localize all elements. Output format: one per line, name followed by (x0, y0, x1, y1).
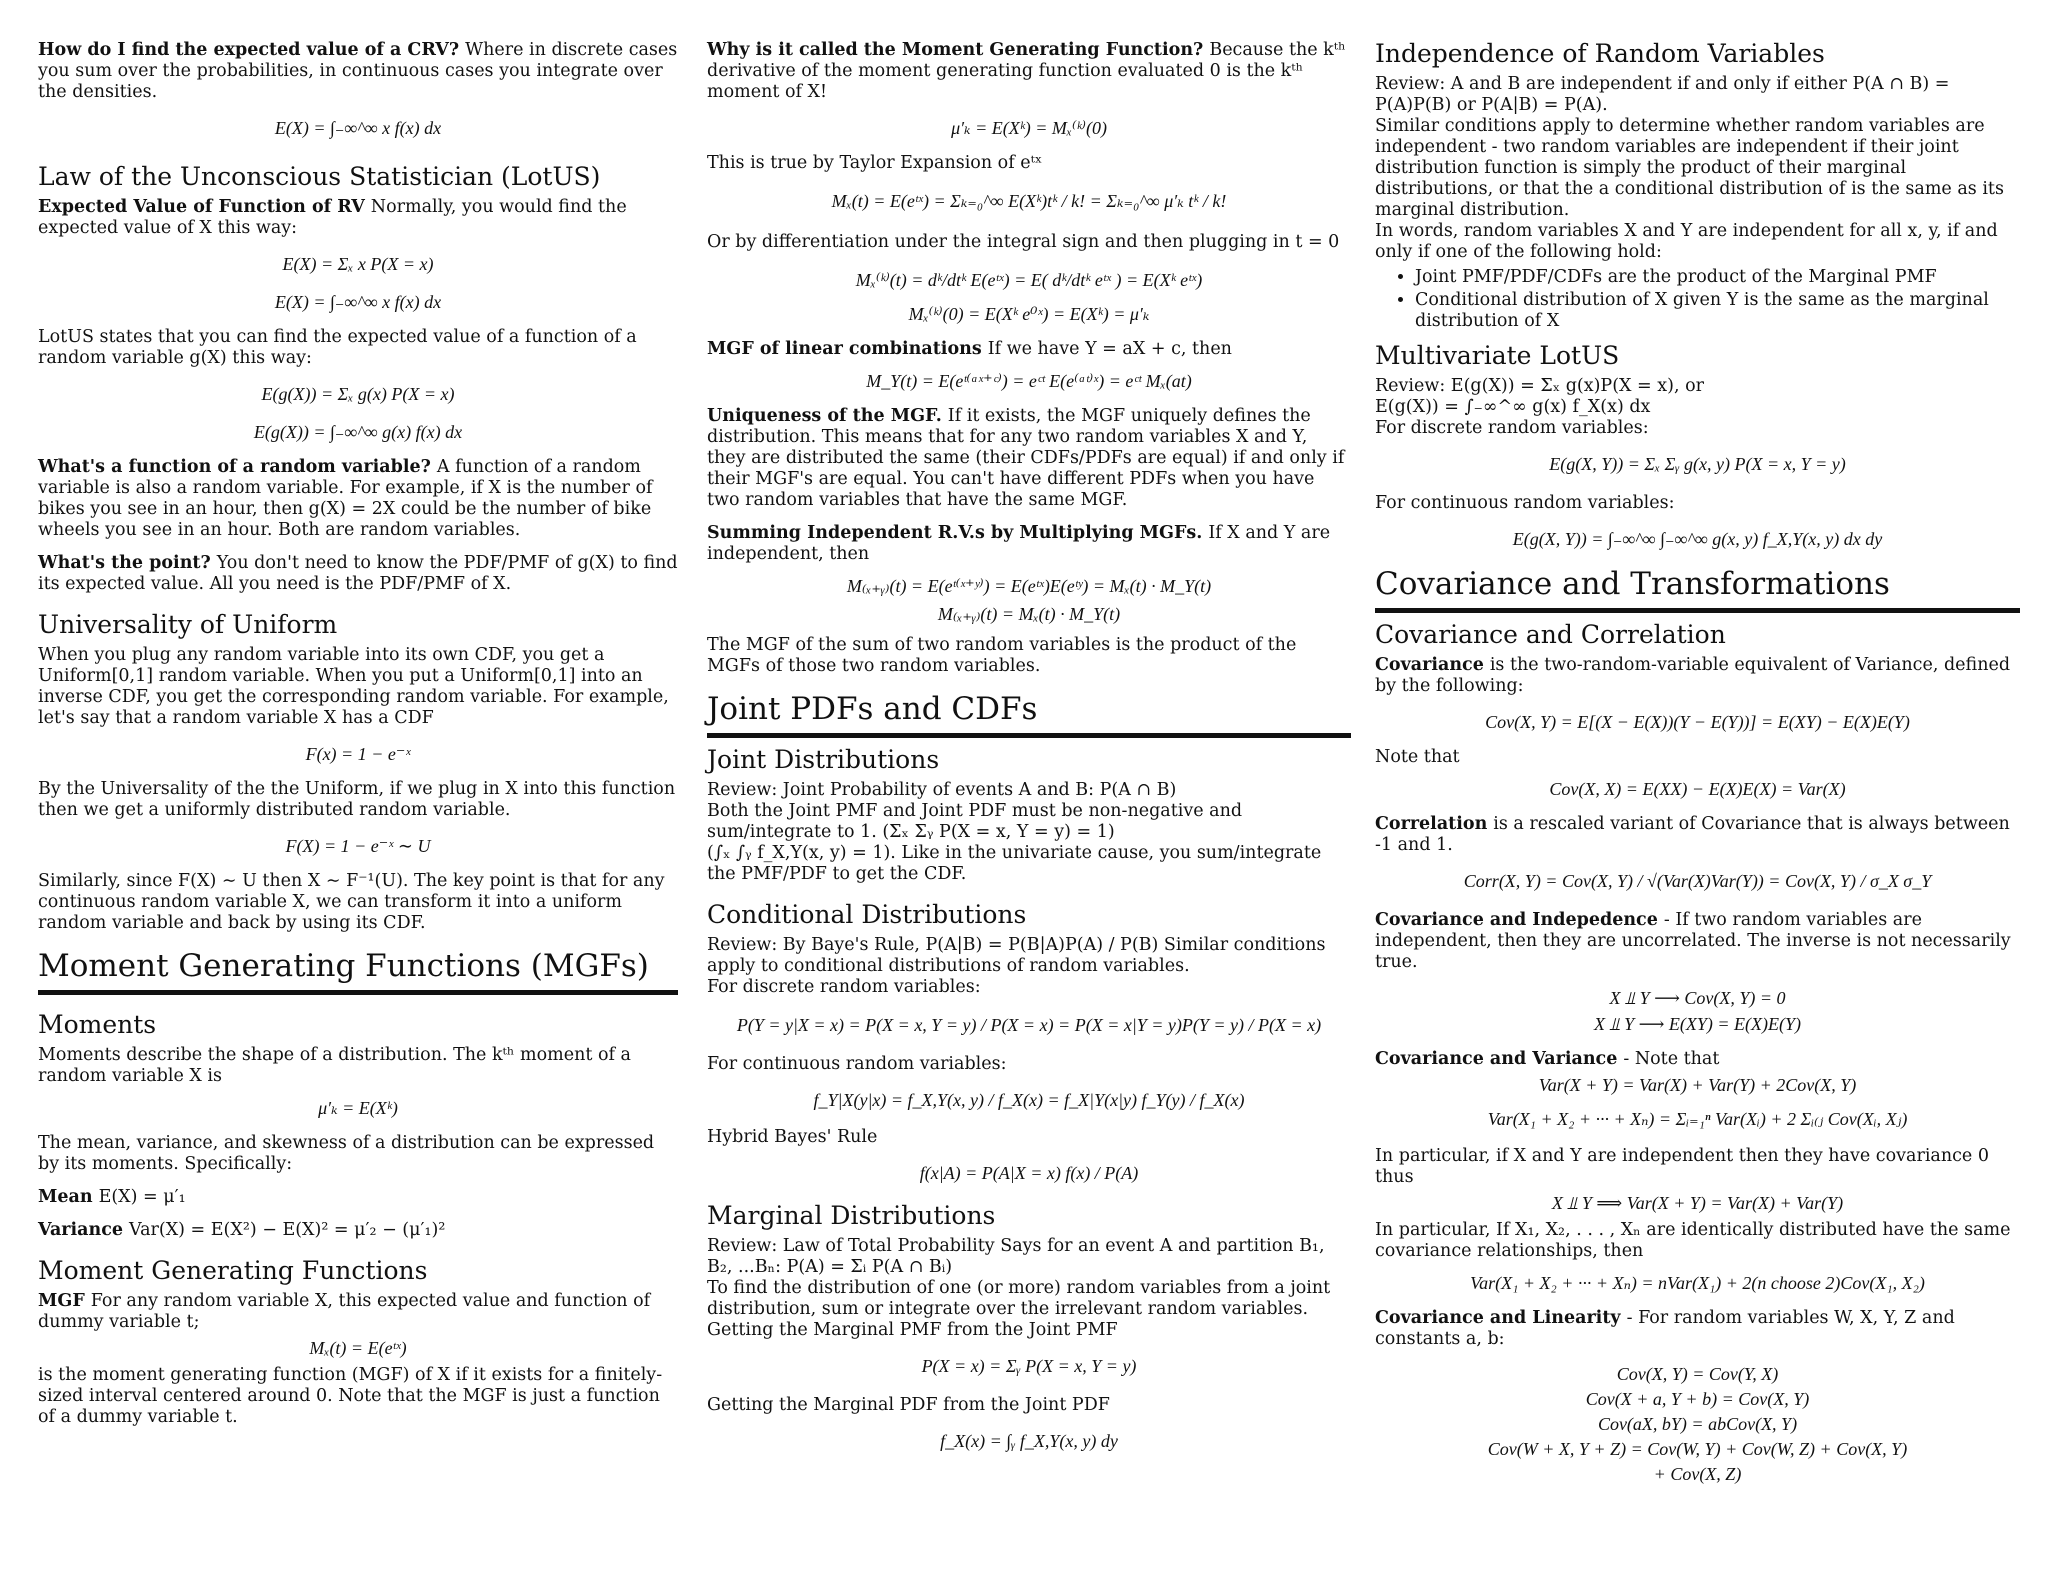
lotus-title: Law of the Unconscious Statistician (LotUS) (38, 162, 601, 191)
cov-variance-equation-4: Var(X₁ + X₂ + ··· + Xₙ) = nVar(X₁) + 2(n choose 2)Cov(X₁, X₂) (1470, 1273, 1925, 1293)
mgf-title: Moment Generating Functions (38, 1256, 428, 1285)
correlation-text: is a rescaled variant of Covariance that is always between -1 and 1. (1375, 814, 2010, 855)
cov-linearity-paragraph (1375, 1308, 2020, 1350)
variance-equation: Var(X) = E(X²) − E(X)² = μ′₂ − (μ′₁)² (129, 1220, 446, 1240)
conditional-text-3: Hybrid Bayes' Rule (707, 1127, 878, 1147)
lotus-text-2: LotUS states that you can find the expected value of a function of a random variable g(X) this way: (38, 327, 637, 368)
cov-linearity-text: - For random variables W, X, Y, Z and constants a, b: (1375, 1308, 1955, 1349)
uniqueness-lead: Uniqueness of the MGF. (707, 406, 942, 426)
point-question: What's the point? (38, 553, 211, 573)
cov-variance-paragraph (1375, 1049, 2020, 1070)
linear-equation: M_Y(t) = E(eᵗ⁽ᵃˣ⁺ᶜ⁾) = eᶜᵗ E(e⁽ᵃᵗ⁾ˣ) = eᶜᵗ Mₓ(at) (866, 371, 1192, 391)
cov-variance-equation-2: Var(X₁ + X₂ + ··· + Xₙ) = Σᵢ₌₁ⁿ Var(Xᵢ) + 2 Σᵢ₍ⱼ Cov(Xᵢ, Xⱼ) (1487, 1109, 1908, 1129)
linear-lead: MGF of linear combinations (707, 339, 982, 359)
function-question: What's a function of a random variable? (38, 457, 431, 477)
multivariate-lotus-text-2: For continuous random variables: (1375, 493, 1675, 513)
taylor-equation: Mₓ(t) = E(eᵗˣ) = Σₖ₌₀^∞ E(Xᵏ)tᵏ / k! = Σₖ₌₀^∞ μ′ₖ tᵏ / k! (831, 191, 1227, 211)
cov-independence-equations: X ⫫ Y ⟶ Cov(X, Y) = 0 X ⫫ Y ⟶ E(XY) = E(X)E(Y) (1593, 988, 1802, 1034)
covariance-text: is the two-random-variable equivalent of Variance, defined by the following: (1375, 655, 2011, 696)
sum-equation-1: M₍ₓ₊ᵧ₎(t) = E(eᵗ⁽ˣ⁺ʸ⁾) = E(eᵗˣ)E(eᵗʸ) = Mₓ(t) · M_Y(t) (846, 576, 1212, 596)
mgf-text: For any random variable X, this expected value and function of dummy variable t; (38, 1291, 651, 1332)
moments-equation: μ′ₖ = E(Xᵏ) (318, 1098, 398, 1118)
joint-distributions-text: Review: Joint Probability of events A and B: P(A ∩ B) Both the Joint PMF and Joint PDF must be non-negative and sum/integrate to 1. (Σₓ Σᵧ P(X = x, Y = y) = 1) (∫ₓ ∫ᵧ f_X,Y(x, y) = 1). Like in the univariate cause, you sum/integrate the PMF/PDF to get the CDF. (707, 780, 1322, 884)
universality-title: Universality of Uniform (38, 610, 338, 639)
mean-equation: E(X) = μ′₁ (98, 1187, 186, 1207)
universality-text: When you plug any random variable into its own CDF, you get a Uniform[0,1] random variable. When you put a Uniform[0,1] into an inverse CDF, you get the corresponding random variable. For example, let's say that a random variable X has a CDF (38, 645, 669, 728)
function-text: A function of a random variable is also a random variable. For example, if X is the number of bikes you see in an hour, then g(X) = 2X could be the number of bike wheels you see in an hour. Both are random variables. (38, 457, 653, 540)
why-question: Why is it called the Moment Generating Function? (707, 40, 1204, 60)
cov-independence-text: - If two random variables are independent, then they are uncorrelated. The inverse is not necessarily true. (1375, 910, 2011, 972)
differentiation-text: Or by differentiation under the integral sign and then plugging in t = 0 (707, 232, 1340, 252)
uniqueness-text: If it exists, the MGF uniquely defines the distribution. This means that for any two random variables X and Y, they are distributed the same (their CDFs/PDFs are equal) if and only if their MGF's are equal. You can't have different PDFs when you have two random variables that have the same MGF. (707, 406, 1345, 510)
independence-bullet-1: • Joint PMF/PDF/CDFs are the product of the Marginal PMF (1415, 267, 2020, 288)
why-text: Because the kᵗʰ derivative of the moment generating function evaluated 0 is the kᵗʰ moment of X! (707, 40, 1346, 102)
cov-independence-lead: Covariance and Indepedence (1375, 910, 1658, 930)
marginal-distributions-title: Marginal Distributions (707, 1201, 996, 1230)
universality-equation-1: F(x) = 1 − e⁻ˣ (305, 744, 411, 764)
independence-bullet-2: • Conditional distribution of X given Y is the same as the marginal distribution of X (1415, 290, 2020, 332)
column-3 (1375, 40, 2020, 1499)
conditional-text-2: For continuous random variables: (707, 1054, 1007, 1074)
multivariate-lotus-equation-2: E(g(X, Y)) = ∫₋∞^∞ ∫₋∞^∞ g(x, y) f_X,Y(x, y) dx dy (1512, 529, 1883, 549)
taylor-text: This is true by Taylor Expansion of eᵗˣ (707, 153, 1043, 173)
linear-text: If we have Y = aX + c, then (987, 339, 1232, 359)
cov-independence-paragraph (1375, 910, 2020, 973)
joint-section-heading: Joint PDFs and CDFs (707, 691, 1351, 738)
cov-linearity-lead: Covariance and Linearity (1375, 1308, 1621, 1328)
conditional-text: Review: By Baye's Rule, P(A|B) = P(B|A)P(A) / P(B) Similar conditions apply to conditional distributions of random variables. For discrete random variables: (707, 935, 1326, 997)
crv-text: Where in discrete cases you sum over the probabilities, in continuous cases you integrate over the densities. (38, 40, 678, 102)
marginal-text-2: Getting the Marginal PDF from the Joint PDF (707, 1395, 1110, 1415)
variance-lead: Variance (38, 1220, 124, 1240)
sum-text: If X and Y are independent, then (707, 523, 1331, 564)
covariance-equation-1: Cov(X, Y) = E[(X − E(X))(Y − E(Y))] = E(XY) − E(X)E(Y) (1485, 712, 1910, 732)
independence-bullet-list (1415, 267, 2020, 332)
covariance-lead: Covariance (1375, 655, 1484, 675)
independence-text: Review: A and B are independent if and only if either P(A ∩ B) = P(A)P(B) or P(A|B) = P(A). Similar conditions apply to determine whether random variables are independent - two random variables are independent if their joint distribution function is simply the product of their marginal distributions, or that the a conditional distribution of is the same as its marginal distribution. In words, random variables X and Y are independent for all x, y, if and only if one of the following hold: (1375, 74, 2004, 262)
lotus-equation-1: E(X) = Σₓ x P(X = x) (282, 254, 434, 274)
linear-paragraph (707, 339, 1351, 360)
mean-lead: Mean (38, 1187, 93, 1207)
function-paragraph (38, 457, 678, 541)
column-1 (38, 40, 678, 1440)
lotus-text: Normally, you would find the expected value of X this way: (38, 197, 627, 238)
mgf-text-2: is the moment generating function (MGF) of X if it exists for a finitely-sized interval centered around 0. Note that the MGF is just a function of a dummy variable t. (38, 1365, 663, 1427)
crv-equation: E(X) = ∫₋∞^∞ x f(x) dx (274, 118, 442, 138)
cov-variance-equation-1: Var(X + Y) = Var(X) + Var(Y) + 2Cov(X, Y) (1538, 1075, 1857, 1095)
sum-text-2: The MGF of the sum of two random variables is the product of the MGFs of those two random variables. (707, 635, 1297, 676)
sum-paragraph (707, 523, 1351, 565)
sum-lead: Summing Independent R.V.s by Multiplying MGFs. (707, 523, 1203, 543)
variance-line (38, 1220, 678, 1241)
sum-equation-2: M₍ₓ₊ᵧ₎(t) = Mₓ(t) · M_Y(t) (937, 604, 1121, 624)
joint-distributions-title: Joint Distributions (707, 745, 940, 774)
lotus-equation-4: E(g(X)) = ∫₋∞^∞ g(x) f(x) dx (253, 422, 463, 442)
lotus-paragraph (38, 197, 678, 239)
universality-text-2: By the Universality of the the Uniform, if we plug in X into this function then we get a uniformly distributed random variable. (38, 779, 676, 820)
covariance-note: Note that (1375, 747, 1460, 767)
mgf-lead: MGF (38, 1291, 85, 1311)
mgf-paragraph (38, 1291, 678, 1333)
covariance-section-heading: Covariance and Transformations (1375, 566, 2020, 613)
uniqueness-paragraph (707, 406, 1351, 511)
mgf-section-heading: Moment Generating Functions (MGFs) (38, 948, 678, 995)
covariance-paragraph (1375, 655, 2020, 697)
column-2 (707, 40, 1351, 1466)
differentiation-equation-2: Mₓ⁽ᵏ⁾(0) = E(Xᵏ e⁰ˣ) = E(Xᵏ) = μ′ₖ (908, 304, 1150, 324)
moments-text: Moments describe the shape of a distribution. The kᵗʰ moment of a random variable X is (38, 1045, 631, 1086)
correlation-equation: Corr(X, Y) = Cov(X, Y) / √(Var(X)Var(Y)) = Cov(X, Y) / σ_X σ_Y (1463, 871, 1932, 891)
independence-title: Independence of Random Variables (1375, 39, 1825, 68)
marginal-equation-1: P(X = x) = Σᵧ P(X = x, Y = y) (921, 1356, 1137, 1376)
moments-text-2: The mean, variance, and skewness of a distribution can be expressed by its moments. Specifically: (38, 1133, 655, 1174)
cov-linearity-equations: Cov(X, Y) = Cov(Y, X) Cov(X + a, Y + b) = Cov(X, Y) Cov(aX, bY) = abCov(X, Y) Cov(W + X, Y + Z) = Cov(W, Y) + Cov(W, Z) + Cov(X, Y) + Cov(X, Z) (1487, 1364, 1908, 1484)
crv-question: How do I find the expected value of a CRV? (38, 40, 460, 60)
differentiation-equation-1: Mₓ⁽ᵏ⁾(t) = dᵏ/dtᵏ E(eᵗˣ) = E( dᵏ/dtᵏ eᵗˣ ) = E(Xᵏ eᵗˣ) (855, 270, 1203, 290)
covariance-equation-2: Cov(X, X) = E(XX) − E(X)E(X) = Var(X) (1549, 779, 1846, 799)
correlation-lead: Correlation (1375, 814, 1488, 834)
cov-variance-equation-3: X ⫫ Y ⟹ Var(X + Y) = Var(X) + Var(Y) (1551, 1193, 1844, 1213)
why-equation: μ′ₖ = E(Xᵏ) = Mₓ⁽ᵏ⁾(0) (951, 118, 1107, 138)
universality-text-3: Similarly, since F(X) ∼ U then X ∼ F⁻¹(U). The key point is that for any continuous random variable X, we can transform it into a uniform random variable and back by using its CDF. (38, 871, 665, 933)
multivariate-lotus-equation-1: E(g(X, Y)) = Σₓ Σᵧ g(x, y) P(X = x, Y = y) (1549, 454, 1846, 474)
correlation-paragraph (1375, 814, 2020, 856)
covariance-correlation-title: Covariance and Correlation (1375, 620, 1726, 649)
why-paragraph (707, 40, 1351, 103)
multivariate-lotus-text: Review: E(g(X)) = Σₓ g(x)P(X = x), or E(g(X)) = ∫₋∞^∞ g(x) f_X(x) dx For discrete random variables: (1375, 376, 1704, 438)
marginal-text: Review: Law of Total Probability Says for an event A and partition B₁, B₂, ...Bₙ: P(A) = Σᵢ P(A ∩ Bᵢ) To find the distribution of one (or more) random variables from a joint distribution, sum or integrate over the irrelevant random variables. Getting the Marginal PMF from the Joint PMF (707, 1236, 1331, 1340)
crv-paragraph (38, 40, 678, 103)
marginal-equation-2: f_X(x) = ∫ᵧ f_X,Y(x, y) dy (940, 1431, 1118, 1451)
universality-equation-2: F(X) = 1 − e⁻ˣ ∼ U (285, 836, 431, 856)
conditional-equation-3: f(x|A) = P(A|X = x) f(x) / P(A) (919, 1163, 1139, 1183)
multivariate-lotus-title: Multivariate LotUS (1375, 341, 1620, 370)
conditional-equation-1: P(Y = y|X = x) = P(X = x, Y = y) / P(X = x) = P(X = x|Y = y)P(Y = y) / P(X = x) (736, 1015, 1322, 1035)
moments-title: Moments (38, 1010, 157, 1039)
lotus-equation-3: E(g(X)) = Σₓ g(x) P(X = x) (261, 384, 455, 404)
cov-variance-text-3: In particular, If X₁, X₂, . . . , Xₙ are identically distributed have the same covariance relationships, then (1375, 1220, 2011, 1261)
mean-line (38, 1187, 678, 1208)
point-text: You don't need to know the PDF/PMF of g(X) to find its expected value. All you need is the PDF/PMF of X. (38, 553, 678, 594)
lotus-lead: Expected Value of Function of RV (38, 197, 365, 217)
cov-variance-text-2: In particular, if X and Y are independent then they have covariance 0 thus (1375, 1146, 1989, 1187)
lotus-equation-2: E(X) = ∫₋∞^∞ x f(x) dx (274, 292, 442, 312)
point-paragraph (38, 553, 678, 595)
cov-variance-text: - Note that (1623, 1049, 1720, 1069)
mgf-equation: Mₓ(t) = E(eᵗˣ) (309, 1338, 407, 1358)
conditional-distributions-title: Conditional Distributions (707, 900, 1027, 929)
cov-variance-lead: Covariance and Variance (1375, 1049, 1618, 1069)
conditional-equation-2: f_Y|X(y|x) = f_X,Y(x, y) / f_X(x) = f_X|Y(x|y) f_Y(y) / f_X(x) (813, 1090, 1245, 1110)
